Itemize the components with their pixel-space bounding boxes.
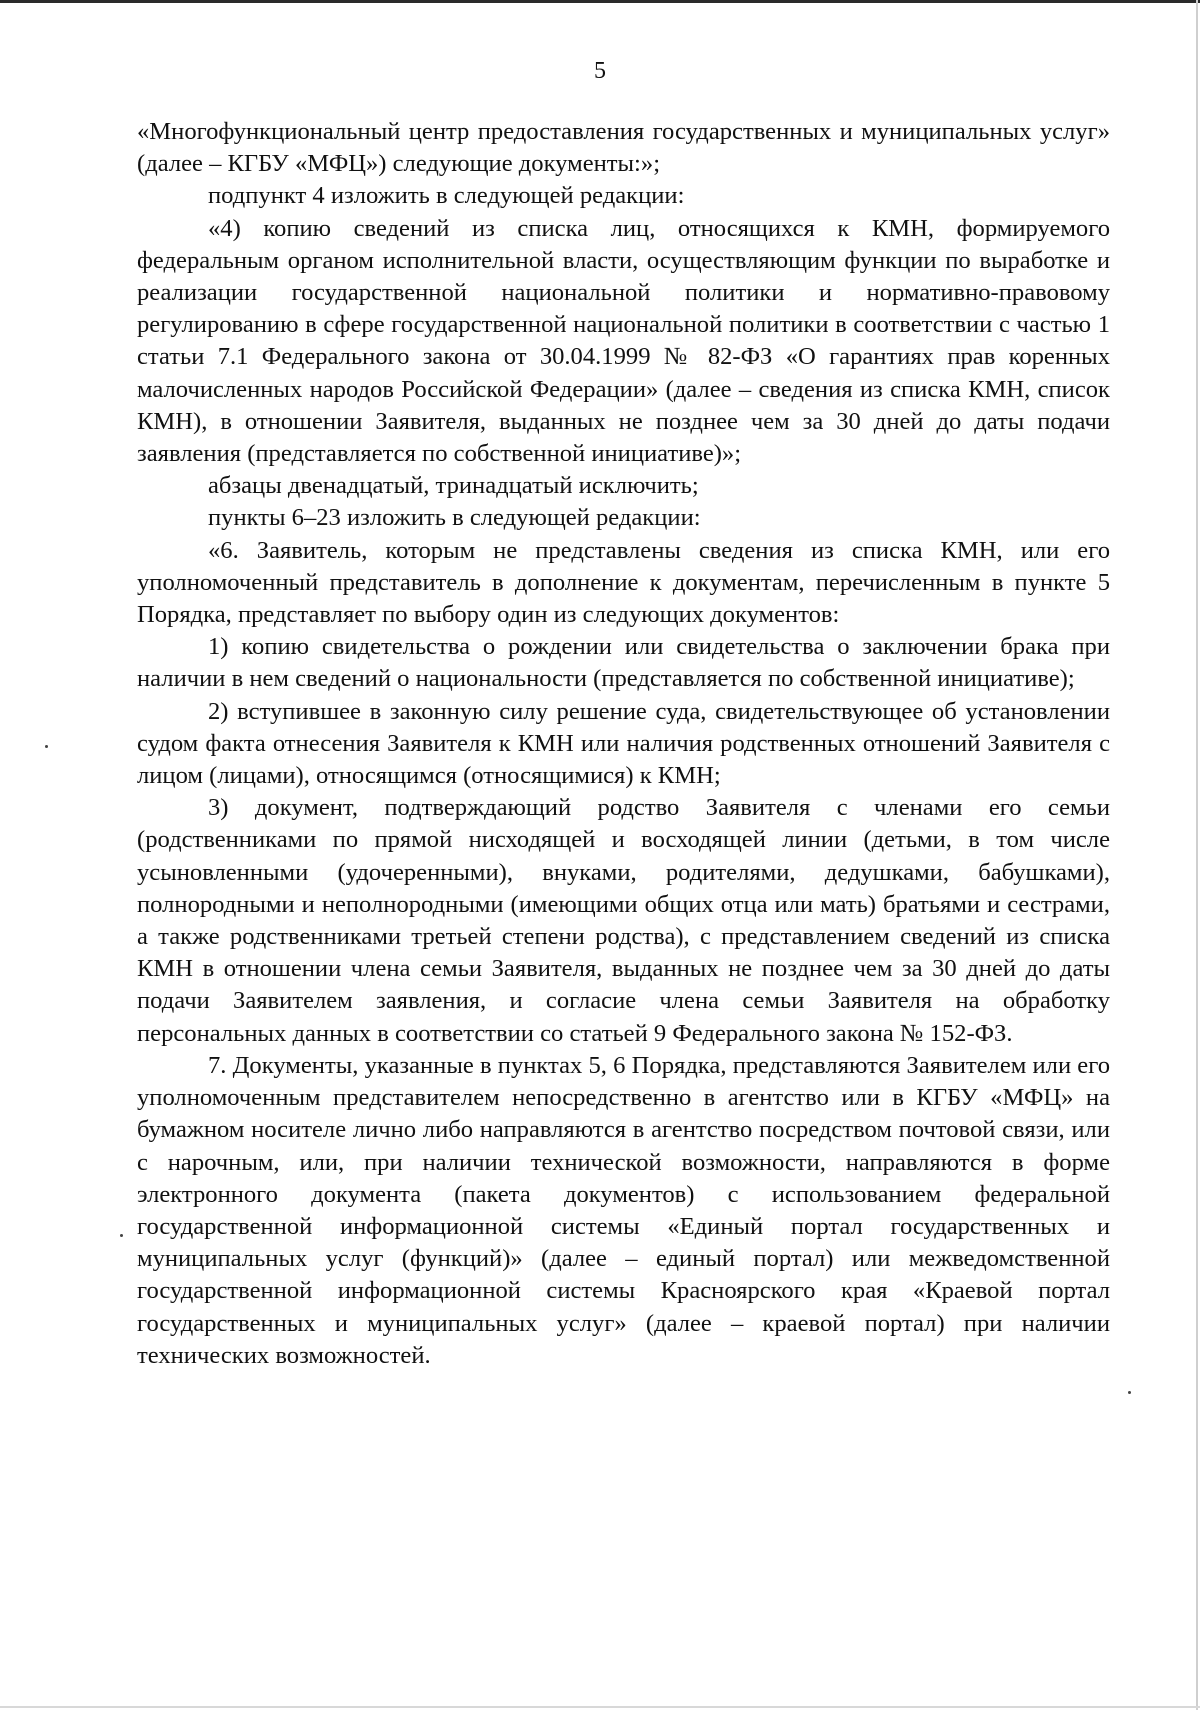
page-number: 5	[594, 58, 606, 84]
scan-edge-bottom	[0, 1706, 1200, 1708]
paragraph-subclause-4-heading: подпункт 4 изложить в следующей редакции:	[208, 182, 685, 210]
scan-edge-right	[1196, 0, 1198, 1710]
paragraph-clause-6-item-2: 2) вступившее в законную силу решение суда, свидетельствующее об установлении судом факта отнесения Заявителя к КМН или наличия родственных отношений Заявителя с лицом (лицами), относящимся (относящимися) к КМН;	[137, 697, 1110, 790]
paragraph-exclude-clauses: абзацы двенадцатый, тринадцатый исключить;	[208, 472, 699, 500]
paragraph-clauses-6-23-heading: пункты 6–23 изложить в следующей редакции:	[208, 504, 701, 532]
document-body	[137, 116, 1110, 1372]
paragraph-clause-6-item-3: 3) документ, подтверждающий родство Заявителя с членами его семьи (родственниками по прямой нисходящей и восходящей линии (детьми, в том числе усыновленными (удочеренными), внуками, родителями, дедушками, бабушками), полнородными и неполнородными (имеющими общих отца или мать) братьями и сестрами, а также родственниками третьей степени родства), с представлением сведений из списка КМН в отношении члена семьи Заявителя, выданных не позднее чем за 30 дней до даты подачи Заявителем заявления, и согласие члена семьи Заявителя на обработку персональных данных в соответствии со статьей 9 Федерального закона № 152-ФЗ.	[137, 794, 1110, 1047]
scan-edge-top	[0, 0, 1200, 3]
paragraph-subclause-4-text: «4) копию сведений из списка лиц, относящихся к КМН, формируемого федеральным органом исполнительной власти, осуществляющим функции по выработке и реализации государственной национальной политики и нормативно-правовому регулированию в сфере государственной национальной политики в соответствии с частью 1 статьи 7.1 Федерального закона от 30.04.1999 № 82-ФЗ «О гарантиях прав коренных малочисленных народов Российской Федерации» (далее – сведения из списка КМН, список КМН), в отношении Заявителя, выданных не позднее чем за 30 дней до даты подачи заявления (представляется по собственной инициативе)»;	[137, 214, 1110, 468]
paragraph-clause-6: «6. Заявитель, которым не представлены сведения из списка КМН, или его уполномоченный представитель в дополнение к документам, перечисленным в пункте 5 Порядка, представляет по выбору один из следующих документов:	[137, 536, 1110, 629]
scan-speck	[120, 1234, 123, 1237]
scan-speck	[45, 745, 48, 748]
paragraph-clause-6-item-1: 1) копию свидетельства о рождении или свидетельства о заключении брака при наличии в нем сведений о национальности (представляется по собственной инициативе);	[137, 633, 1110, 693]
paragraph-intro-continuation: «Многофункциональный центр предоставления государственных и муниципальных услуг» (далее – КГБУ «МФЦ») следующие документы:»;	[137, 118, 1110, 178]
paragraph-clause-7: 7. Документы, указанные в пунктах 5, 6 Порядка, представляются Заявителем или его уполномоченным представителем непосредственно в агентство или в КГБУ «МФЦ» на бумажном носителе лично либо направляются в агентство посредством почтовой связи, или с нарочным, или, при наличии технической возможности, направляются в форме электронного документа (пакета документов) с использованием федеральной государственной информационной системы «Единый портал государственных и муниципальных услуг (функций)» (далее – единый портал) или межведомственной государственной информационной системы Красноярского края «Краевой портал государственных и муниципальных услуг» (далее – краевой портал) при наличии технических возможностей.	[137, 1051, 1110, 1369]
scan-speck	[1128, 1391, 1131, 1394]
